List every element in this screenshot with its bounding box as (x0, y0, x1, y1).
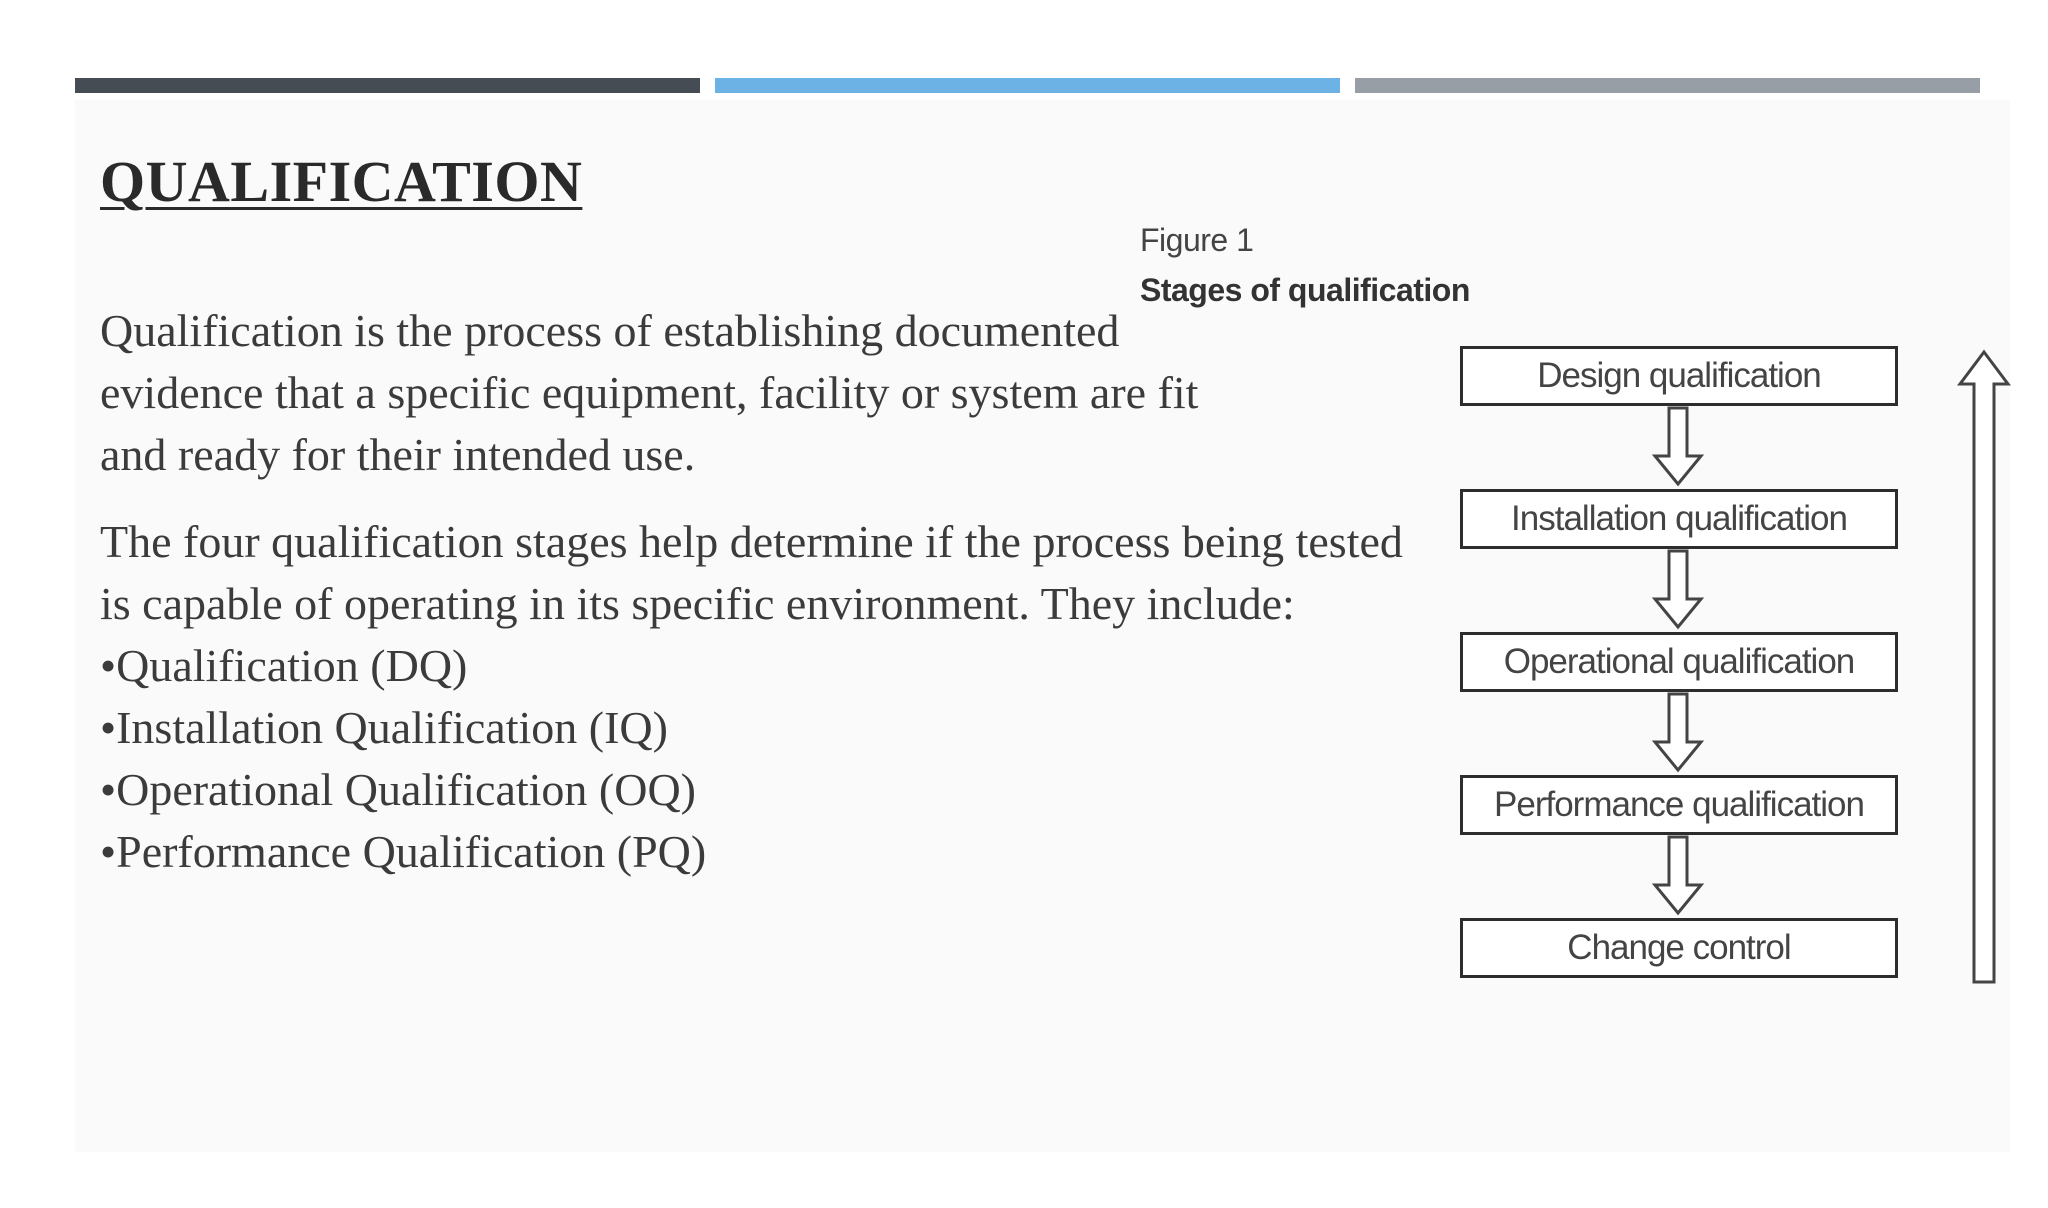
list-item-dq: •Qualification (DQ) (100, 640, 468, 691)
slide-title: QUALIFICATION (100, 149, 583, 214)
figure-label: Figure 1 (1140, 222, 1254, 258)
list-item-iq: •Installation Qualification (IQ) (100, 702, 668, 753)
down-arrow-icon (1651, 549, 1705, 631)
accent-bar-dark (75, 78, 700, 93)
figure-caption: Stages of qualification (1140, 272, 1470, 308)
down-arrow-icon (1651, 692, 1705, 774)
stage-box-installation: Installation qualification (1460, 489, 1898, 549)
list-item-pq: •Performance Qualification (PQ) (100, 826, 707, 877)
down-arrow-icon (1651, 835, 1705, 917)
up-arrow-icon (1956, 348, 2012, 1208)
intro-paragraph: The four qualification stages help determine if the process being tested is capable of operating in its specific environment. They include: (100, 516, 1403, 629)
stage-box-design: Design qualification (1460, 346, 1898, 406)
accent-bar-grey (1355, 78, 1980, 93)
list-item-oq: •Operational Qualification (OQ) (100, 764, 697, 815)
stage-box-change-control: Change control (1460, 918, 1898, 978)
definition-paragraph: Qualification is the process of establishing documented evidence that a specific equipment, facility or system are fit and ready for their intended use. (100, 305, 1199, 480)
down-arrow-icon (1651, 406, 1705, 488)
stage-box-operational: Operational qualification (1460, 632, 1898, 692)
qualification-figure (1140, 222, 2020, 1002)
stage-box-performance: Performance qualification (1460, 775, 1898, 835)
accent-bar-blue (715, 78, 1340, 93)
